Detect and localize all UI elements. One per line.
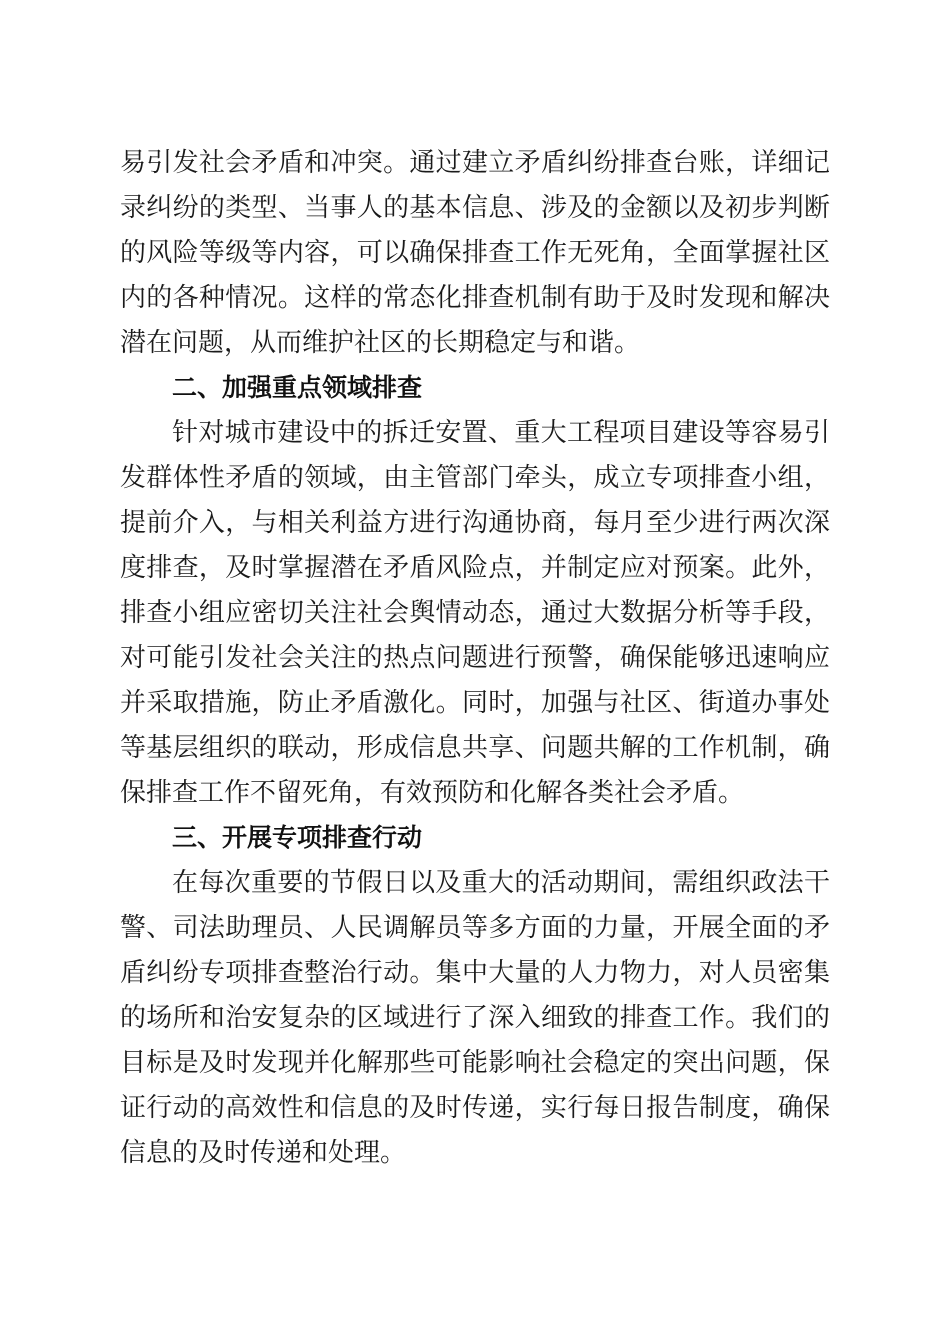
paragraph-line: 排查小组应密切关注社会舆情动态，通过大数据分析等手段， (120, 598, 830, 628)
paragraph-line: 提前介入，与相关利益方进行沟通协商，每月至少进行两次深 (120, 508, 830, 538)
paragraph-line: 目标是及时发现并化解那些可能影响社会稳定的突出问题，保 (120, 1048, 830, 1078)
paragraph-line: 度排查，及时掌握潜在矛盾风险点，并制定应对预案。此外， (120, 553, 830, 583)
paragraph-line: 信息的及时传递和处理。 (120, 1138, 407, 1168)
paragraph-line: 的风险等级等内容，可以确保排查工作无死角，全面掌握社区 (120, 238, 830, 268)
paragraph-line: 录纠纷的类型、当事人的基本信息、涉及的金额以及初步判断 (120, 193, 830, 223)
paragraph-line: 易引发社会矛盾和冲突。通过建立矛盾纠纷排查台账，详细记 (120, 148, 830, 178)
paragraph-line: 内的各种情况。这样的常态化排查机制有助于及时发现和解决 (120, 283, 830, 313)
paragraph-line: 对可能引发社会关注的热点问题进行预警，确保能够迅速响应 (120, 643, 830, 673)
paragraph-line: 在每次重要的节假日以及重大的活动期间，需组织政法干 (172, 868, 830, 898)
paragraph-line: 等基层组织的联动，形成信息共享、问题共解的工作机制，确 (120, 733, 830, 763)
paragraph-line: 并采取措施，防止矛盾激化。同时，加强与社区、街道办事处 (120, 688, 830, 718)
paragraph-line: 针对城市建设中的拆迁安置、重大工程项目建设等容易引 (172, 418, 830, 448)
paragraph-line: 保排查工作不留死角，有效预防和化解各类社会矛盾。 (120, 778, 745, 808)
section-heading: 二、加强重点领域排查 (172, 373, 423, 402)
paragraph-line: 发群体性矛盾的领域，由主管部门牵头，成立专项排查小组， (120, 463, 830, 493)
paragraph-line: 的场所和治安复杂的区域进行了深入细致的排查工作。我们的 (120, 1003, 830, 1033)
paragraph-line: 证行动的高效性和信息的及时传递，实行每日报告制度，确保 (120, 1093, 830, 1123)
paragraph-line: 警、司法助理员、人民调解员等多方面的力量，开展全面的矛 (120, 913, 830, 943)
paragraph-line: 盾纠纷专项排查整治行动。集中大量的人力物力，对人员密集 (120, 958, 830, 988)
section-heading: 三、开展专项排查行动 (172, 823, 423, 852)
paragraph-line: 潜在问题，从而维护社区的长期稳定与和谐。 (120, 328, 641, 358)
